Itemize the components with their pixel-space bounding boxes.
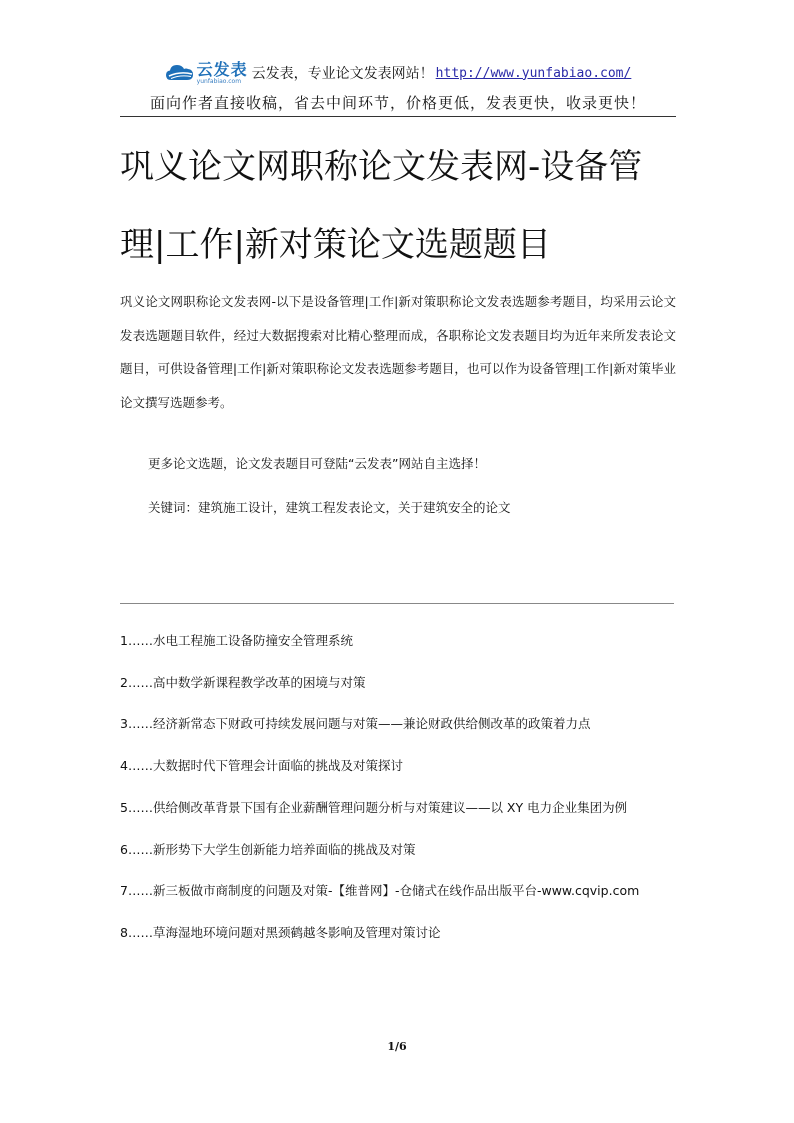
- more-topics-note: 更多论文选题，论文发表题目可登陆“云发表”网站自主选择！: [148, 456, 486, 471]
- page-number: 1/6: [387, 1040, 407, 1053]
- topic-list: [120, 620, 676, 954]
- cloud-logo-icon: [165, 62, 195, 84]
- page-title: 巩义论文网职称论文发表网-设备管理|工作|新对策论文选题题目: [120, 147, 643, 265]
- topic-item: 8……草海湿地环境问题对黑颈鹤越冬影响及管理对策讨论: [120, 924, 441, 940]
- topic-item: 2……高中数学新课程教学改革的困境与对策: [120, 674, 366, 690]
- topics-divider: [120, 603, 674, 604]
- topic-item: 6……新形势下大学生创新能力培养面临的挑战及对策: [120, 841, 416, 857]
- page-header: [120, 56, 676, 113]
- keywords-line: 关键词：建筑施工设计，建筑工程发表论文，关于建筑安全的论文: [148, 500, 511, 515]
- intro-paragraph: 巩义论文网职称论文发表网-以下是设备管理|工作|新对策职称论文发表选题参考题目，均采用云论文发表选题题目软件，经过大数据搜索对比精心整理而成，各职称论文发表题目均为近年来所发表论文题目，可供设备管理|工作|新对策职称论文发表选题参考题目，也可以作为设备管理|工作|新对策毕业论文撰写选题参考。: [120, 294, 676, 410]
- topic-item: 7……新三板做市商制度的问题及对策-【维普网】-仓储式在线作品出版平台-www.cqvip.com: [120, 883, 640, 899]
- topic-item: 1……水电工程施工设备防撞安全管理系统: [120, 633, 353, 648]
- header-slogan: 云发表，专业论文发表网站！: [251, 66, 434, 82]
- topic-item: 3……经济新常态下财政可持续发展问题与对策——兼论财政供给侧改革的政策着力点: [120, 716, 591, 732]
- topic-item: 4……大数据时代下管理会计面临的挑战及对策探讨: [120, 758, 403, 774]
- site-url-link[interactable]: http://www.yunfabiao.com/: [435, 65, 632, 81]
- header-divider: [120, 116, 676, 117]
- yunfabiao-logo: [165, 59, 248, 85]
- topic-item: 5……供给侧改革背景下国有企业薪酬管理问题分析与对策建议——以 XY 电力企业集团为例: [120, 799, 628, 815]
- logo-name: 云发表: [196, 59, 248, 79]
- header-tagline: 面向作者直接收稿，省去中间环节，价格更低，发表更快，收录更快！: [149, 94, 646, 112]
- header-brand-line: [120, 56, 676, 90]
- logo-domain: yunfabiao.com: [196, 77, 242, 85]
